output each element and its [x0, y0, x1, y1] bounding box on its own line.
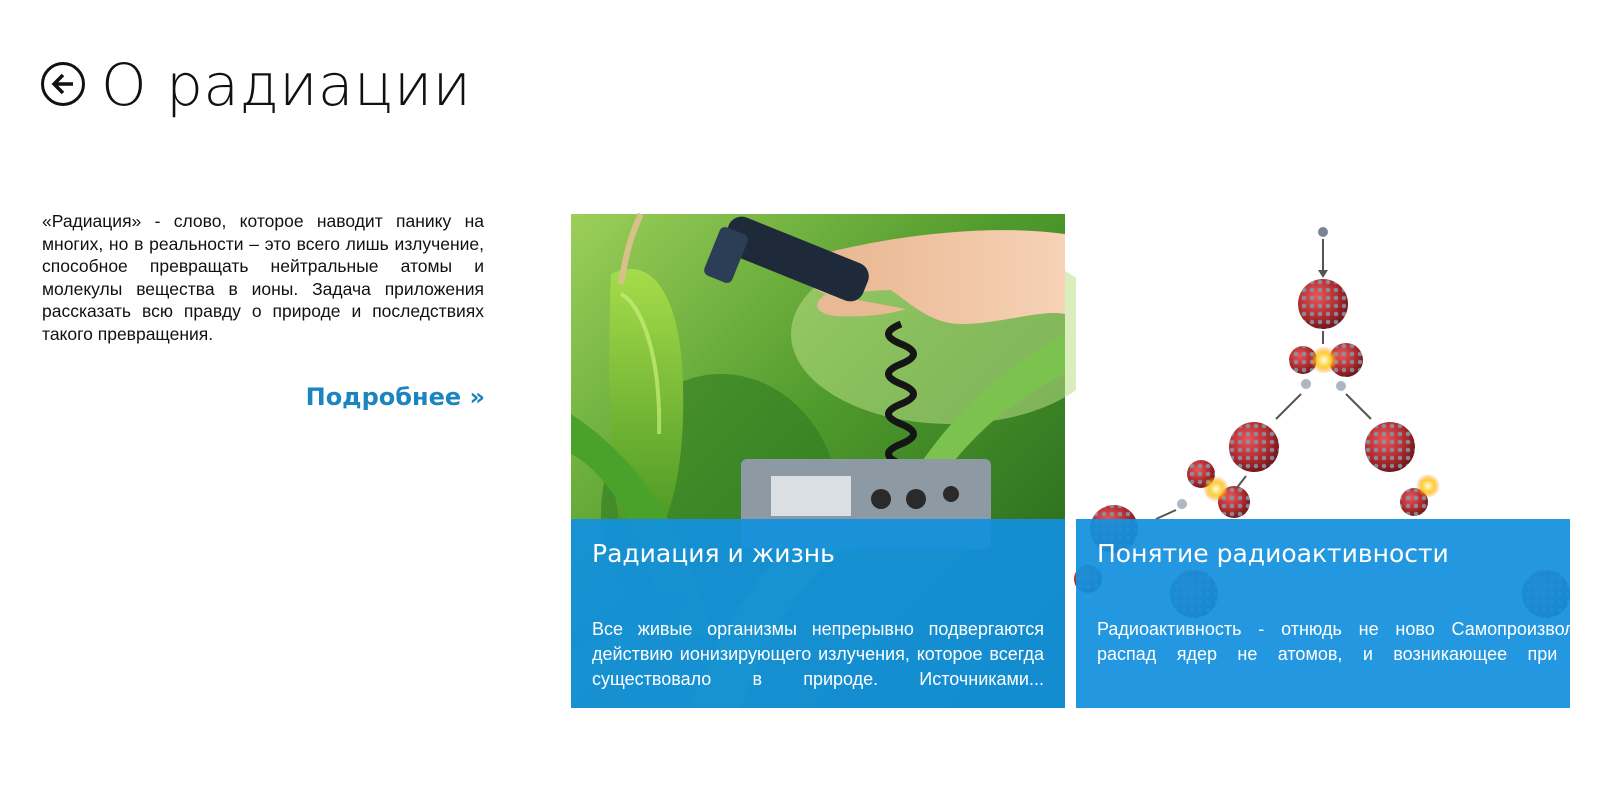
tile-radiation-and-life[interactable] — [571, 214, 1065, 708]
tile-text: Радиоактивность - отнюдь не ново Самопроизвольный распад ядер не атомов, и возникающее при этом — [1097, 619, 1617, 664]
tile-title: Понятие радиоактивности — [1097, 539, 1449, 568]
back-button[interactable] — [41, 62, 85, 106]
tile-title: Радиация и жизнь — [592, 539, 835, 568]
more-link[interactable]: Подробнее » — [305, 383, 485, 411]
tile-caption — [1076, 519, 1617, 708]
tile-caption — [571, 519, 1065, 708]
tile-text: Все живые организмы непрерывно подвергаются действию ионизирующего излучения, которое всегда существовало в природе. Источниками... — [592, 619, 1044, 689]
tile-radioactivity-concept[interactable] — [1076, 214, 1617, 708]
intro-text: «Радиация» - слово, которое наводит панику на многих, но в реальности – это всего лишь излучение, способное превращать нейтральные атомы и молекулы вещества в ионы. Задача приложения рассказать всю правду о природе и последствиях такого превращения. — [42, 211, 484, 344]
page-title: О радиации — [101, 51, 472, 119]
back-arrow-icon — [50, 72, 76, 96]
